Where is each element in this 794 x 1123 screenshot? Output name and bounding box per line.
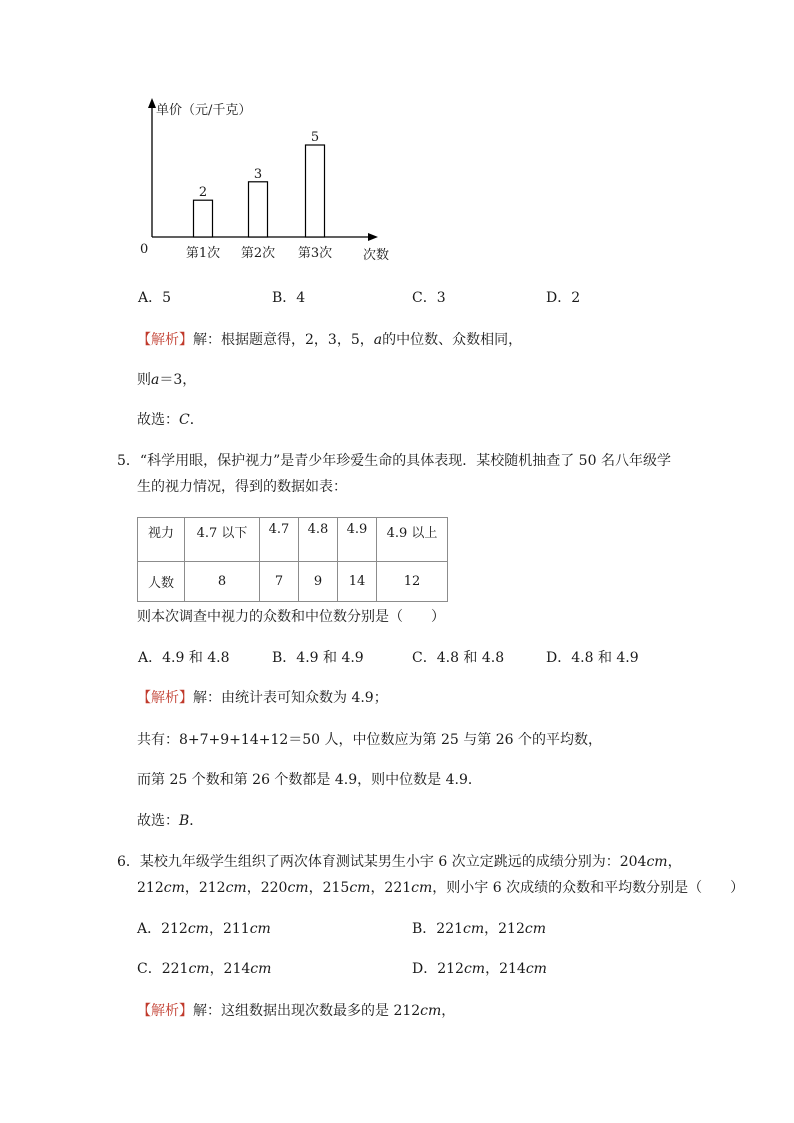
- q5-question: 则本次调查中视力的众数和中位数分别是（ ）: [137, 609, 445, 625]
- q6-stem-line-2: [137, 879, 744, 897]
- q6-number: 6．: [117, 854, 140, 870]
- bar: [306, 145, 325, 237]
- q6-analysis-end: ，: [441, 1003, 456, 1019]
- table-header-cell: 4.7 以下: [185, 518, 260, 562]
- q5-choose: 故选：: [137, 813, 179, 829]
- q6-value: ，221: [370, 880, 412, 896]
- option-unit: cm: [187, 921, 209, 937]
- bar: [194, 200, 213, 237]
- option-text: B．221: [412, 921, 464, 937]
- q4-option-a[interactable]: A．5: [138, 290, 172, 306]
- q6-value: ，212: [184, 880, 226, 896]
- q5-stem-line-2: 生的视力情况，得到的数据如表：: [137, 479, 347, 495]
- bar-value-label: 3: [253, 166, 263, 182]
- table-header-cell: 4.7: [260, 518, 299, 562]
- q6-value: ，220: [246, 880, 288, 896]
- option-text: ，212: [484, 921, 525, 937]
- q6-value: 212: [137, 880, 164, 896]
- analysis-tag: 【解析】: [137, 1003, 193, 1019]
- q6-unit: cm: [163, 880, 185, 896]
- x-tick-label: 第3次: [297, 246, 333, 261]
- option-unit: cm: [250, 961, 272, 977]
- x-tick-label: 第1次: [185, 246, 221, 261]
- table-row: [138, 562, 448, 602]
- table-cell: 9: [299, 562, 338, 602]
- q6-unit: cm: [225, 880, 247, 896]
- q5-option-a[interactable]: A．4.9 和 4.8: [138, 650, 230, 666]
- option-text: ，214: [209, 961, 251, 977]
- table-header-cell: 4.9: [338, 518, 377, 562]
- option-unit: cm: [463, 961, 486, 977]
- table-header-row: [138, 518, 448, 562]
- q4-analysis-text-2: 的中位数、众数相同，: [382, 332, 523, 348]
- q5-analysis-line-2: 共有：8+7+9+14+12＝50 人，中位数应为第 25 与第 26 个的平均数，: [137, 732, 602, 748]
- table-header-cell: 4.9 以上: [377, 518, 448, 562]
- q4-then: 则: [137, 372, 151, 388]
- option-text: D．212: [412, 961, 464, 977]
- q6-value: ，215: [308, 880, 350, 896]
- q6-option-c[interactable]: [137, 960, 271, 978]
- option-unit: cm: [249, 921, 271, 937]
- q4-option-d[interactable]: D．2: [546, 290, 581, 306]
- q5-conclusion: [137, 812, 203, 830]
- bar: [249, 182, 268, 237]
- option-text: ，211: [208, 921, 250, 937]
- q5-period: ．: [189, 813, 204, 829]
- q6-stem-1: 某校九年级学生组织了两次体育测试某男生小宇 6 次立定跳远的成绩分别为：204: [139, 854, 647, 870]
- q4-answer: C: [179, 412, 190, 428]
- q6-unit: cm: [420, 1003, 442, 1019]
- option-text: C．221: [137, 961, 189, 977]
- q4-var-a: a: [373, 332, 383, 348]
- q5-number: 5．: [117, 453, 140, 469]
- q4-analysis-text: 解：根据题意得，2，3，5，: [193, 332, 374, 348]
- option-unit: cm: [524, 921, 546, 937]
- q4-period: ．: [189, 412, 204, 428]
- q6-unit: cm: [646, 854, 668, 870]
- x-axis-arrow-icon: [368, 233, 378, 241]
- q6-analysis-line-1: [137, 1002, 455, 1020]
- table-cell: 14: [338, 562, 377, 602]
- chart-bars: [186, 130, 332, 261]
- q6-unit: cm: [411, 880, 433, 896]
- bar-value-label: 5: [310, 130, 320, 145]
- q6-analysis-text: 解：这组数据出现次数最多的是 212: [193, 1003, 421, 1019]
- bar-chart: [130, 90, 420, 270]
- bar-value-label: 2: [198, 185, 208, 201]
- analysis-tag: 【解析】: [137, 690, 193, 706]
- q4-analysis-line-1: [137, 331, 522, 349]
- q4-option-c[interactable]: C．3: [412, 290, 446, 306]
- analysis-tag: 【解析】: [137, 332, 193, 348]
- vision-table: [137, 517, 448, 602]
- q5-stem-1: “科学用眼，保护视力”是青少年珍爱生命的具体表现．某校随机抽查了 50 名八年级学: [139, 453, 671, 469]
- q6-stem-2-end: ，则小宇 6 次成绩的众数和平均数分别是（ ）: [432, 880, 745, 896]
- y-axis-label: 单价（元/千克）: [156, 103, 252, 118]
- q6-option-b[interactable]: [412, 920, 546, 938]
- option-text: ，214: [485, 961, 526, 977]
- q6-unit: cm: [349, 880, 371, 896]
- table-header-cell: 4.8: [299, 518, 338, 562]
- option-unit: cm: [463, 921, 485, 937]
- q6-stem-1-end: ，: [667, 854, 682, 870]
- q5-answer: B: [179, 813, 190, 829]
- option-text: A．212: [137, 921, 188, 937]
- table-cell: 8: [185, 562, 260, 602]
- q4-analysis-line-2: [137, 371, 196, 389]
- q5-option-d[interactable]: D．4.8 和 4.9: [546, 650, 639, 666]
- option-unit: cm: [525, 961, 547, 977]
- x-axis-label: 次数: [363, 248, 390, 263]
- q5-analysis-text: 解：由统计表可知众数为 4.9；: [193, 690, 388, 706]
- q6-option-a[interactable]: [137, 920, 271, 938]
- q6-unit: cm: [287, 880, 309, 896]
- q4-option-b[interactable]: B．4: [272, 290, 306, 306]
- origin-label: 0: [140, 242, 149, 257]
- q6-stem-line-1: [117, 853, 682, 871]
- table-cell: 人数: [138, 562, 185, 602]
- q5-option-c[interactable]: C．4.8 和 4.8: [412, 650, 505, 666]
- y-axis-arrow-icon: [148, 98, 156, 108]
- q5-analysis-line-3: 而第 25 个数和第 26 个数都是 4.9，则中位数是 4.9．: [137, 772, 482, 788]
- q4-conclusion: [137, 411, 204, 429]
- q4-choose: 故选：: [137, 412, 179, 428]
- q5-analysis-line-1: [137, 689, 388, 707]
- option-unit: cm: [188, 961, 210, 977]
- q6-option-d[interactable]: [412, 960, 547, 978]
- table-header-cell: 视力: [138, 518, 185, 562]
- table-cell: 12: [377, 562, 448, 602]
- q5-stem-line-1: [117, 452, 671, 470]
- q5-option-b[interactable]: B．4.9 和 4.9: [272, 650, 364, 666]
- q4-equals: ＝3，: [159, 372, 197, 388]
- table-cell: 7: [260, 562, 299, 602]
- x-tick-label: 第2次: [240, 246, 276, 261]
- q4-var-a-2: a: [151, 372, 160, 388]
